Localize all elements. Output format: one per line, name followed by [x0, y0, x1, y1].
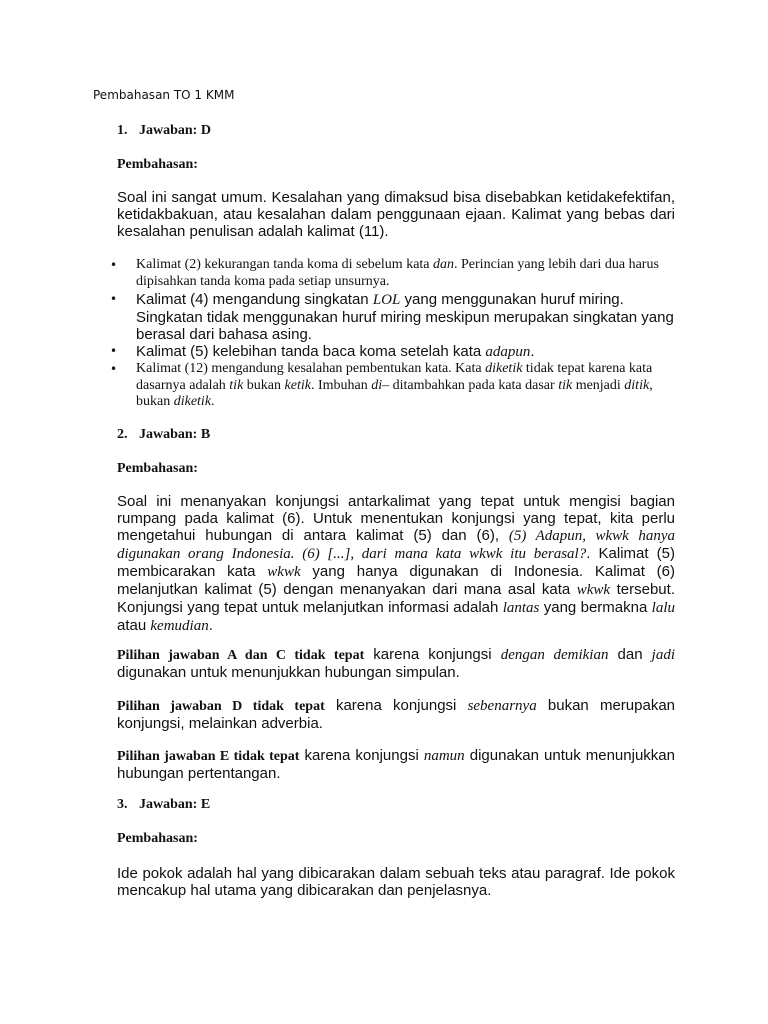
- q1-bullet-list: [110, 257, 680, 411]
- q3-number: 3.: [117, 797, 128, 812]
- q1-answer: Jawaban: D: [139, 123, 211, 138]
- q3-label: Pembahasan:: [117, 831, 198, 846]
- q2-option-d: Pilihan jawaban D tidak tepat karena konjungsi sebenarnya bukan merupakan konjungsi, melainkan adverbia.: [117, 697, 675, 732]
- q3-explanation: Ide pokok adalah hal yang dibicarakan dalam sebuah teks atau paragraf. Ide pokok mencakup hal utama yang dibicarakan dan penjelasnya.: [117, 865, 675, 899]
- q3-answer: Jawaban: E: [139, 797, 211, 812]
- q1-bullet-2: • Kalimat (4) mengandung singkatan LOL yang menggunakan huruf miring. Singkatan tidak menggunakan huruf miring meskipun merupakan singkatan yang berasal dari bahasa asing.: [110, 291, 680, 343]
- q2-option-ac: Pilihan jawaban A dan C tidak tepat karena konjungsi dengan demikian dan jadi digunakan untuk menunjukkan hubungan simpulan.: [117, 646, 675, 681]
- q3-heading: [117, 797, 210, 813]
- q1-bullet-1: • Kalimat (2) kekurangan tanda koma di sebelum kata dan. Perincian yang lebih dari dua harus dipisahkan tanda koma pada setiap unsurnya.: [110, 257, 680, 290]
- q1-bullet-3: • Kalimat (5) kelebihan tanda baca koma setelah kata adapun.: [110, 343, 680, 361]
- q1-bullet-4: • Kalimat (12) mengandung kesalahan pembentukan kata. Kata diketik tidak tepat karena kata dasarnya adalah tik bukan ketik. Imbuhan di– ditambahkan pada kata dasar tik menjadi ditik, bukan diketik.: [110, 361, 680, 411]
- document-title: Pembahasan TO 1 KMM: [93, 88, 235, 102]
- q2-option-e: Pilihan jawaban E tidak tepat karena konjungsi namun digunakan untuk menunjukkan hubungan pertentangan.: [117, 747, 675, 782]
- q1-intro: Soal ini sangat umum. Kesalahan yang dimaksud bisa disebabkan ketidakefektifan, ketidakbakuan, atau kesalahan dalam penggunaan ejaan. Kalimat yang bebas dari kesalahan penulisan adalah kalimat (11).: [117, 189, 675, 240]
- q1-heading: [117, 123, 211, 139]
- q2-label: Pembahasan:: [117, 461, 198, 476]
- q2-answer: Jawaban: B: [139, 427, 211, 442]
- q1-label: Pembahasan:: [117, 157, 198, 172]
- q2-explanation: Soal ini menanyakan konjungsi antarkalimat yang tepat untuk mengisi bagian rumpang pada kalimat (6). Untuk menentukan konjungsi yang tepat, kita perlu mengetahui hubungan di antara kalimat (5) dan (6), (5) Adapun, wkwk hanya digunakan orang Indonesia. (6) [...], dari mana kata wkwk itu berasal?. Kalimat (5) membicarakan kata wkwk yang hanya digunakan di Indonesia. Kalimat (6) melanjutkan kalimat (5) dengan menanyakan dari mana asal kata wkwk tersebut. Konjungsi yang tepat untuk melanjutkan informasi adalah lantas yang bermakna lalu atau kemudian.: [117, 493, 676, 634]
- q2-heading: [117, 427, 210, 443]
- q2-number: 2.: [117, 427, 128, 442]
- q1-number: 1.: [117, 123, 128, 138]
